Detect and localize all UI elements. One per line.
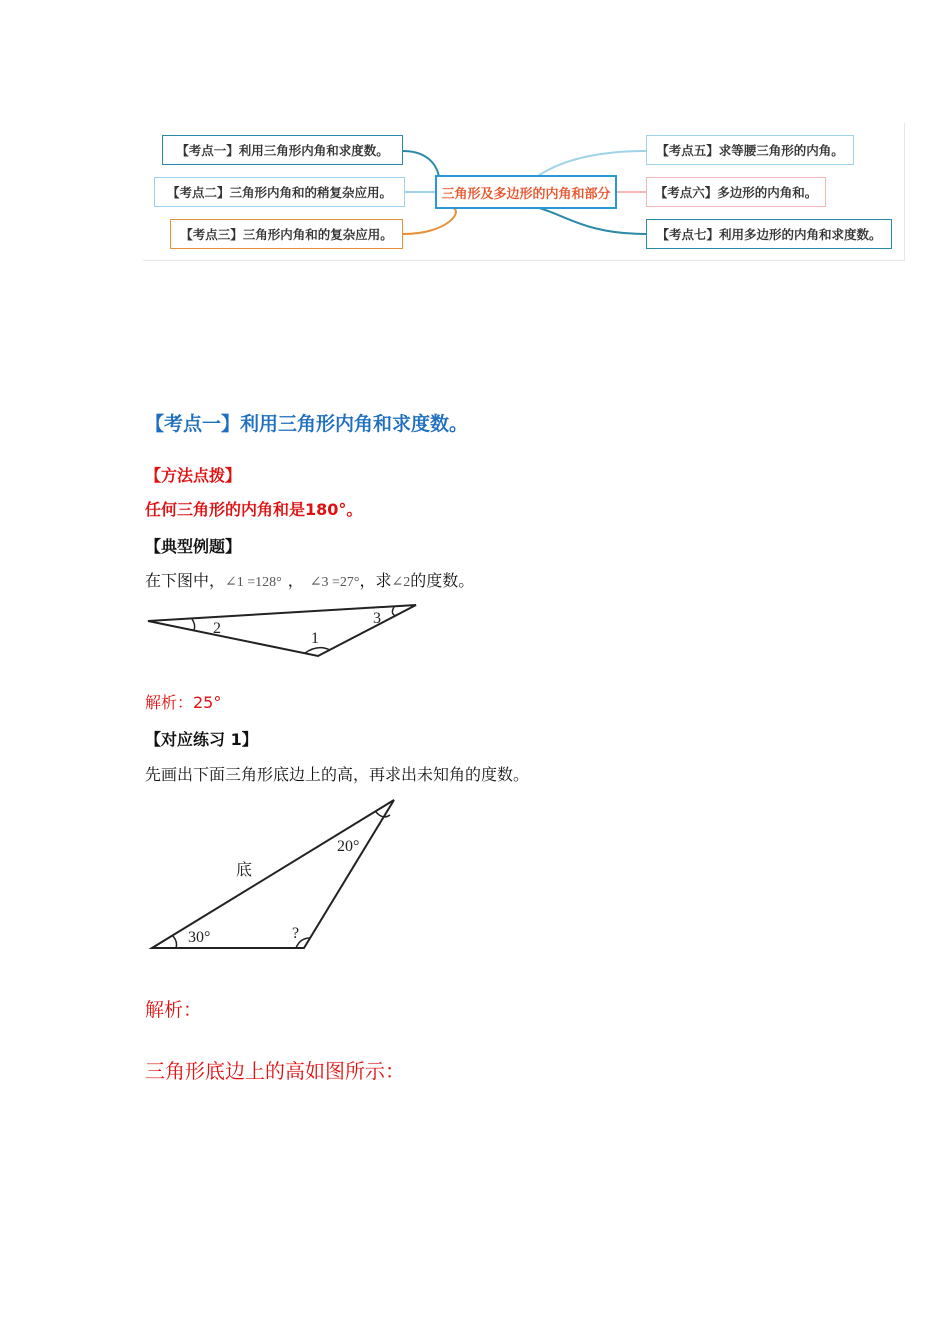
triangle-figure-2 <box>140 792 410 957</box>
figure2-label-unknown: ? <box>292 925 300 942</box>
connector-7 <box>535 207 646 234</box>
mind-map-node-7: 【考点七】利用多边形的内角和求度数。 <box>646 219 892 249</box>
answer-1: 解析：25° <box>145 693 222 712</box>
angle-20-arc <box>376 812 390 817</box>
example-question <box>145 568 474 591</box>
figure1-label-2: 2 <box>213 620 221 637</box>
mind-map-node-5: 【考点五】求等腰三角形的内角。 <box>646 135 854 165</box>
figure1-label-3: 3 <box>373 610 381 627</box>
mind-map <box>143 123 905 261</box>
mind-map-node-6: 【考点六】多边形的内角和。 <box>646 177 826 207</box>
triangle-2-outline <box>152 800 394 948</box>
section-title: 【考点一】利用三角形内角和求度数。 <box>145 413 469 435</box>
answer-2-label: 解析： <box>145 999 203 1021</box>
mind-map-center-node: 三角形及多边形的内角和部分 <box>435 175 617 209</box>
mind-map-node-2: 【考点二】三角形内角和的稍复杂应用。 <box>154 177 405 207</box>
example-heading: 【典型例题】 <box>145 537 242 556</box>
exercise-heading: 【对应练习 1】 <box>145 730 258 749</box>
connector-5 <box>535 151 646 178</box>
example-question-mid: ，求 <box>359 571 392 590</box>
triangle-figure-1 <box>140 598 430 666</box>
separator: ， <box>287 571 304 590</box>
mind-map-node-1: 【考点一】利用三角形内角和求度数。 <box>162 135 403 165</box>
figure2-label-30: 30° <box>188 929 211 946</box>
angle-3-given: ∠3 =27° <box>309 575 360 590</box>
angle-30-arc <box>173 936 177 948</box>
example-question-pre: 在下图中， <box>145 571 226 590</box>
answer-2-text: 三角形底边上的高如图所示： <box>145 1059 405 1083</box>
angle-2-arc <box>192 619 195 630</box>
method-heading: 【方法点拨】 <box>145 466 242 485</box>
exercise-question: 先画出下面三角形底边上的高，再求出未知角的度数。 <box>145 765 530 784</box>
figure2-label-20: 20° <box>337 838 360 855</box>
figure2-label-base: 底 <box>236 860 253 879</box>
mind-map-node-3: 【考点三】三角形内角和的复杂应用。 <box>170 219 403 249</box>
angle-1-given: ∠1 =128° <box>225 575 282 590</box>
connector-1 <box>403 151 439 189</box>
angle-2-symbol: ∠2 <box>391 575 411 590</box>
connector-3 <box>403 208 456 234</box>
figure1-label-1: 1 <box>311 630 319 647</box>
method-text: 任何三角形的内角和是180°。 <box>145 500 363 519</box>
example-question-post: 的度数。 <box>410 571 475 590</box>
